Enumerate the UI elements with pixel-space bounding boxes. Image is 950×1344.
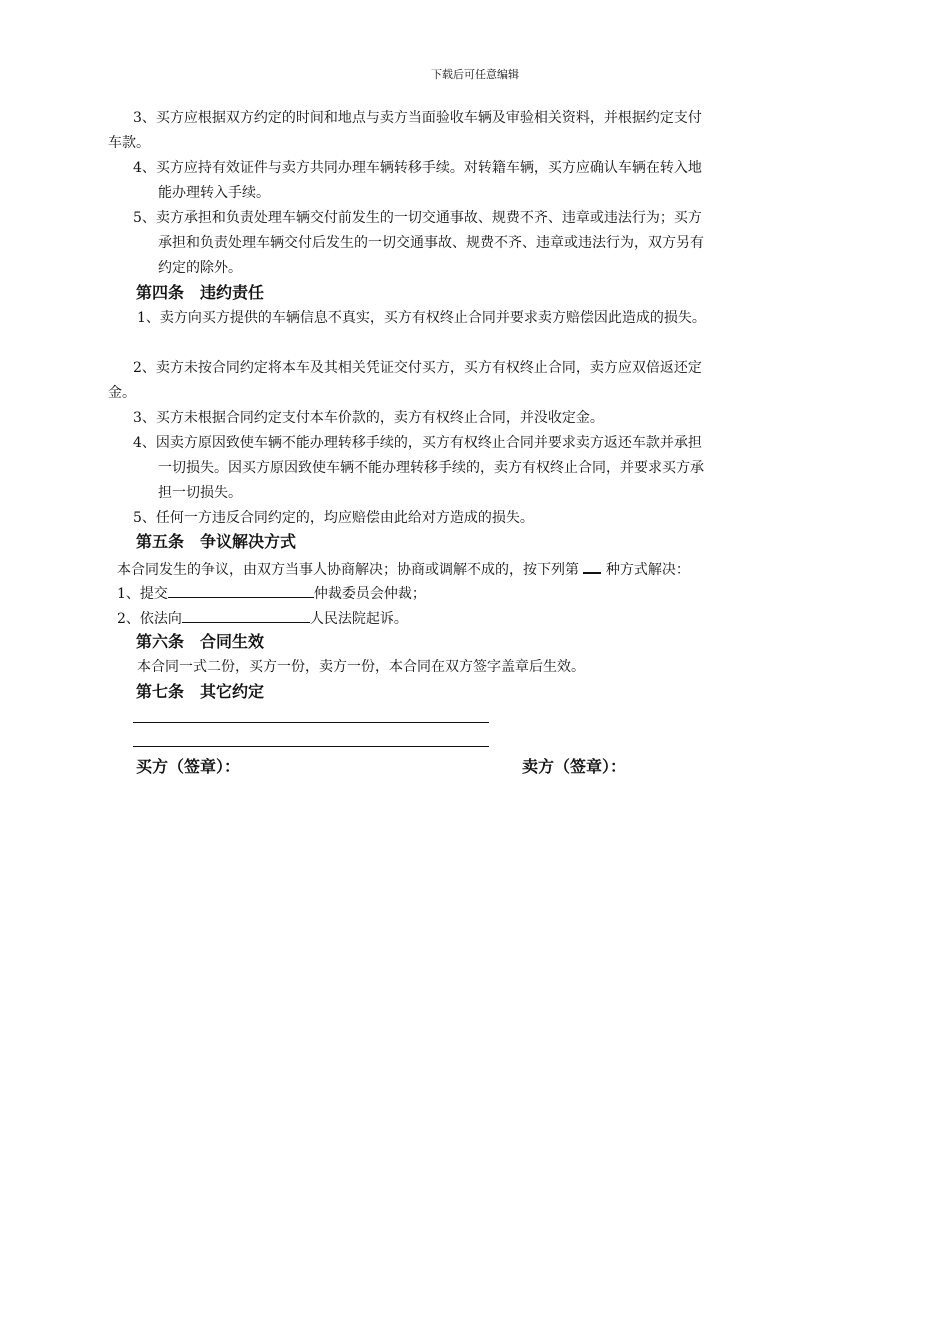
clause-3-5-line-2: 承担和负责处理车辆交付后发生的一切交通事故、规费不齐、违章或违法行为，双方另有 [158, 235, 704, 251]
clause-4-2-line-2: 金。 [108, 385, 136, 401]
other-terms-line-1[interactable] [133, 722, 489, 723]
page-header: 下载后可任意编辑 [431, 68, 519, 81]
clause-5-1-text-a: 1、提交 [117, 586, 168, 602]
clause-4-1: 1、卖方向买方提供的车辆信息不真实，买方有权终止合同并要求卖方赔偿因此造成的损失。 [137, 310, 706, 326]
clause-4-4-line-3: 担一切损失。 [158, 485, 242, 501]
clause-5-1-text-b: 仲裁委员会仲裁； [313, 586, 426, 602]
section-4-heading: 第四条 违约责任 [136, 283, 265, 302]
clause-3-3-line-1: 3、买方应根据双方约定的时间和地点与卖方当面验收车辆及审验相关资料，并根据约定支付 [133, 110, 702, 126]
blank-option-number[interactable] [583, 558, 601, 574]
clause-5-intro-text-a: 本合同发生的争议，由双方当事人协商解决；协商或调解不成的，按下列第 [117, 562, 579, 578]
clause-3-4-line-2: 能办理转入手续。 [158, 185, 270, 201]
section-6-heading: 第六条 合同生效 [136, 632, 265, 651]
clause-5-2-text-b: 人民法院起诉。 [309, 611, 408, 627]
clause-6-text: 本合同一式二份，买方一份，卖方一份，本合同在双方签字盖章后生效。 [137, 659, 585, 675]
clause-4-5: 5、任何一方违反合同约定的，均应赔偿由此给对方造成的损失。 [133, 510, 534, 526]
clause-3-3-line-2: 车款。 [108, 135, 150, 151]
clause-5-intro-text-b: 种方式解决： [605, 562, 690, 578]
clause-3-5-line-3: 约定的除外。 [158, 260, 242, 276]
buyer-signature-label: 买方（签章）： [136, 757, 241, 776]
seller-signature-label: 卖方（签章）： [522, 757, 627, 776]
clause-3-4-line-1: 4、买方应持有效证件与卖方共同办理车辆转移手续。对转籍车辆，买方应确认车辆在转入地 [133, 160, 702, 176]
section-7-heading: 第七条 其它约定 [136, 682, 265, 701]
blank-arbitration-commission[interactable] [168, 583, 314, 598]
clause-3-5-line-1: 5、卖方承担和负责处理车辆交付前发生的一切交通事故、规费不齐、违章或违法行为；买方 [133, 210, 702, 226]
clause-5-1 [117, 583, 426, 603]
clause-5-2 [117, 608, 408, 628]
section-5-heading: 第五条 争议解决方式 [136, 532, 297, 551]
other-terms-line-2[interactable] [133, 746, 489, 747]
clause-4-3: 3、买方未根据合同约定支付本车价款的，卖方有权终止合同，并没收定金。 [133, 410, 604, 426]
clause-4-2-line-1: 2、卖方未按合同约定将本车及其相关凭证交付买方，买方有权终止合同，卖方应双倍返还定 [133, 360, 702, 376]
clause-4-4-line-1: 4、因卖方原因致使车辆不能办理转移手续的，买方有权终止合同并要求卖方返还车款并承担 [133, 435, 702, 451]
clause-5-2-text-a: 2、依法向 [117, 611, 182, 627]
clause-5-intro [117, 558, 690, 579]
clause-4-4-line-2: 一切损失。因买方原因致使车辆不能办理转移手续的，卖方有权终止合同，并要求买方承 [158, 460, 704, 476]
blank-court-name[interactable] [182, 608, 310, 623]
